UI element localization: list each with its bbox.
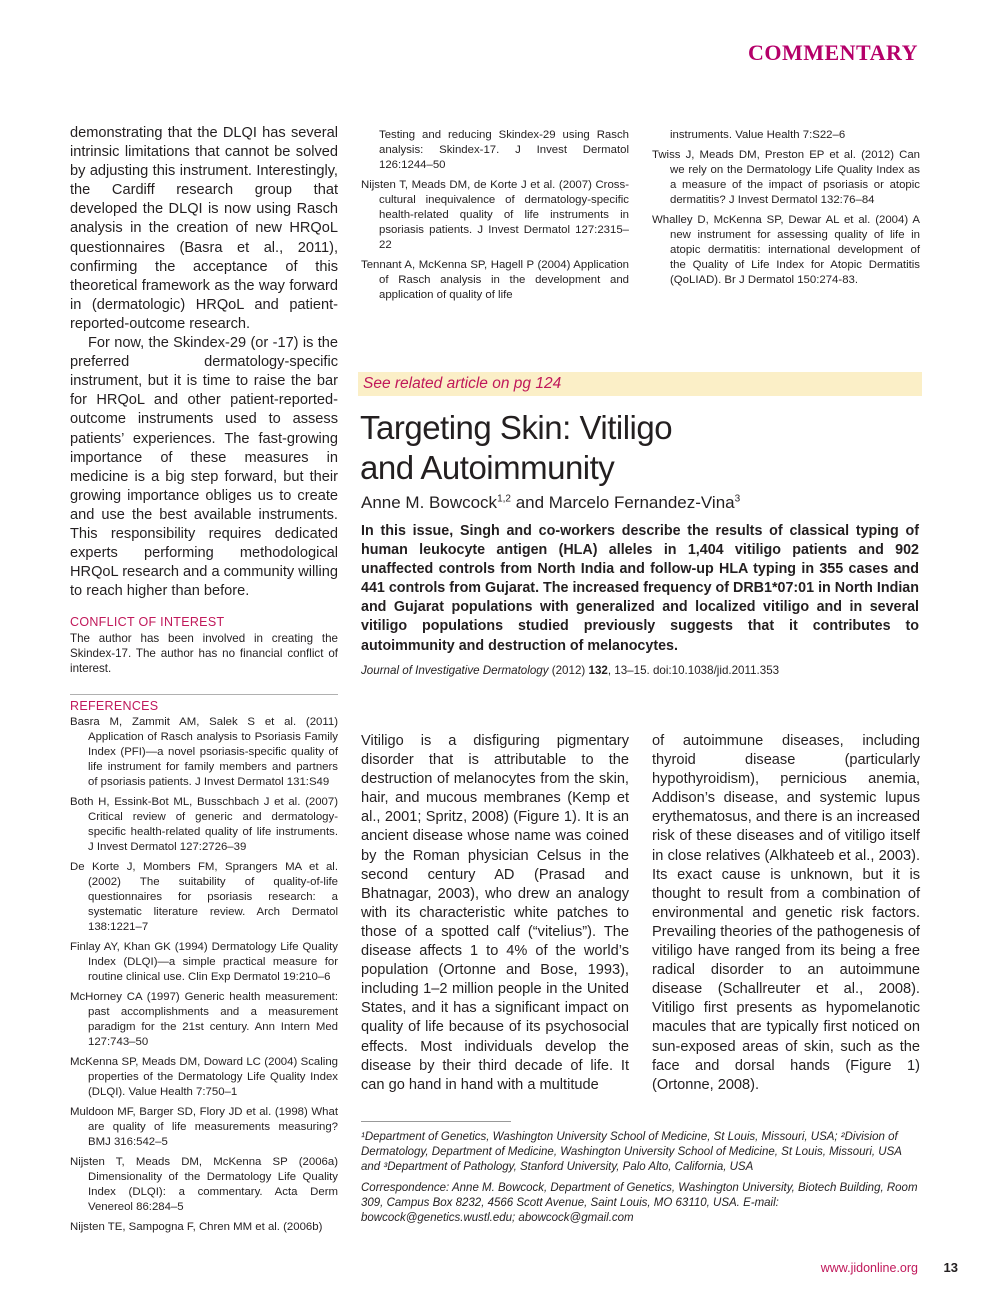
article-body-column-2 [652, 732, 920, 1095]
reference-item: De Korte J, Mombers FM, Sprangers MA et al. (2002) The suitability of quality-of-life questionnaires for psoriasis research: a systematic literature review. Arch Dermatol 138:1221–7 [70, 861, 338, 934]
journal-name: Journal of Investigative Dermatology [361, 664, 549, 677]
article-title [360, 408, 920, 488]
conflict-text: The author has been involved in creating the Skindex-17. The author has no financial conflict of interest. [70, 632, 338, 676]
reference-item: Twiss J, Meads DM, Preston EP et al. (2012) Can we rely on the Dermatology Life Quality Index as a measure of the impact of psoriasis or atopic dermatitis? J Invest Dermatol 132:76–84 [652, 149, 920, 206]
references-heading: REFERENCES [70, 699, 159, 714]
reference-list [70, 715, 338, 1235]
reference-list-middle [361, 128, 629, 308]
reference-continuation: instruments. Value Health 7:S22–6 [670, 129, 846, 141]
reference-list-right [652, 128, 920, 293]
affiliations: ¹Department of Genetics, Washington University School of Medicine, St Louis, Missouri, USA; ²Division of Dermatology, Department of Medicine, Washington University School of Medicine, St Louis, Missouri, USA and ³Department of Pathology, Stanford University, Palo Alto, California, USA [361, 1131, 902, 1173]
citation-volume: 132 [588, 664, 608, 677]
title-line: and Autoimmunity [360, 449, 615, 486]
citation-pages-doi: , 13–15. doi:10.1038/jid.2011.353 [607, 664, 780, 677]
journal-url-link[interactable]: www.jidonline.org [820, 1261, 918, 1275]
citation [361, 664, 921, 677]
author-separator: and [510, 493, 549, 512]
body-text-left [70, 124, 338, 601]
author-line [361, 493, 740, 513]
see-related-link[interactable]: See related article on pg 124 [358, 372, 922, 396]
left-column [70, 124, 338, 1240]
reference-item: Nijsten T, Meads DM, de Korte J et al. (2007) Cross-cultural inequivalence of dermatology-specific health-related quality of life instruments in psoriasis patients. J Invest Dermatol 127:2315–22 [361, 179, 629, 251]
paragraph: demonstrating that the DLQI has several intrinsic limitations that cannot be solved by adjusting this instrument. Interestingly, the Cardiff research group that developed the DLQI is now using Rasch analysis in the creation of new HRQoL questionnaires (Basra et al., 2011), confirming the acceptance of this theoretical framework as the way forward in (dermatologic) HRQoL and patient-reported-outcome research. [70, 125, 338, 332]
divider [70, 694, 338, 695]
reference-item: Both H, Essink-Bot ML, Busschbach J et al. (2007) Critical review of generic and dermatology-specific health-related quality of life instruments. J Invest Dermatol 127:2726–39 [70, 796, 338, 854]
paragraph: For now, the Skindex-29 (or -17) is the preferred dermatology-specific instrument, but it is time to raise the bar for HRQoL and other patient-reported-outcome instruments used to assess patients’ experiences. The fast-growing importance of these measures in medicine is a big step forward, but their growing importance obliges us to create and use the best available instruments. This responsibility requires dedicated experts performing methodological HRQoL research and a community willing to reach higher than before. [70, 335, 338, 600]
author-affiliation-mark: 3 [734, 493, 741, 505]
author-affiliation-mark: 1,2 [497, 493, 511, 505]
reference-item: Tennant A, McKenna SP, Hagell P (2004) Application of Rasch analysis in the development and application of quality of life [361, 259, 629, 301]
author-name: Anne M. Bowcock [361, 493, 498, 512]
reference-item: McKenna SP, Meads DM, Doward LC (2004) Scaling properties of the Dermatology Life Quality Index (DLQI). Value Health 7:750–1 [70, 1056, 338, 1099]
section-tag: COMMENTARY [747, 40, 918, 65]
reference-continuation: Testing and reducing Skindex-29 using Rasch analysis: Skindex-17. J Invest Dermatol 126:1244–50 [379, 129, 629, 171]
reference-item: Basra M, Zammit AM, Salek S et al. (2011) Application of Rasch analysis to Psoriasis Family Index (PFI)—a novel psoriasis-specific quality of life instrument for family members and partners of psoriasis patients. J Invest Dermatol 131:S49 [70, 716, 338, 789]
conflict-heading: CONFLICT OF INTEREST [70, 615, 225, 630]
reference-item: McHorney CA (1997) Generic health measurement: past accomplishments and a measurement paradigm for the 21st century. Ann Intern Med 127:743–50 [70, 991, 338, 1049]
abstract: In this issue, Singh and co-workers describe the results of classical typing of human leukocyte antigen (HLA) alleles in 1,404 vitiligo patients and 902 unaffected controls from North India and follow-up HLA typing in 355 cases and 441 controls from Gujarat. The increased frequency of DRB1*07:01 in North Indian and Gujarat populations with generalized and localized vitiligo and in several vitiligo populations studied previously suggests that it contributes to autoimmunity and destruction of melanocytes. [361, 523, 919, 654]
footnotes [361, 1130, 919, 1232]
page-number: 13 [943, 1260, 958, 1275]
reference-item: Whalley D, McKenna SP, Dewar AL et al. (2004) A new instrument for assessing quality of life in atopic dermatitis: international development of the Quality of Life Index for Atopic Dermatitis (QoLIAD). Br J Dermatol 150:274-83. [652, 214, 920, 286]
footnote-divider [361, 1121, 511, 1122]
article-body-column-1 [361, 732, 629, 1095]
reference-item: Muldoon MF, Barger SD, Flory JD et al. (1998) What are quality of life measurements measuring? BMJ 316:542–5 [70, 1106, 338, 1149]
reference-item: Nijsten T, Meads DM, McKenna SP (2006a) Dimensionality of the Dermatology Life Quality Index (DLQI): a commentary. Acta Derm Venereol 86:284–5 [70, 1156, 338, 1214]
reference-item: Finlay AY, Khan GK (1994) Dermatology Life Quality Index (DLQI)—a simple practical measure for routine clinical use. Clin Exp Dermatol 19:210–6 [70, 941, 338, 984]
reference-item: Nijsten TE, Sampogna F, Chren MM et al. (2006b) [70, 1221, 323, 1234]
correspondence: Correspondence: Anne M. Bowcock, Department of Genetics, Washington University, Biotech Building, Room 309, Campus Box 8232, 4566 Scott Avenue, Saint Louis, MO 63110, USA. E-mail: bowcock@genetics.wustl.edu; abowcock@gmail.com [361, 1182, 918, 1224]
paragraph: Vitiligo is a disfiguring pigmentary disorder that is attributable to the destruction of melanocytes from the skin, hair, and mucous membranes (Kemp et al., 2001; Spritz, 2008) (Figure 1). It is an ancient disease whose name was coined by the Roman physician Celsus in the second century AD (Prasad and Bhatnagar, 2003), who drew an analogy with its characteristic white patches to those of a spotted calf (“vitelius”). The disease affects 1 to 4% of the world’s population (Ortonne and Bose, 1993), including 1–2 million people in the United States, and it has a significant impact on quality of life because of its psychosocial effects. Most individuals develop the disease by their third decade of life. It can go hand in hand with a multitude [361, 733, 629, 1093]
title-line: Targeting Skin: Vitiligo [360, 409, 673, 446]
citation-year: (2012) [548, 664, 589, 677]
author-name: Marcelo Fernandez-Vina [548, 493, 735, 512]
paragraph: of autoimmune diseases, including thyroid disease (particularly hypothyroidism), pernicious anemia, Addison’s disease, and systemic lupus erythematosus, and there is an increased risk of these diseases and of vitiligo itself in close relatives (Alkhateeb et al., 2003). Its exact cause is unknown, but it is thought to result from a combination of environmental and genetic risk factors. Prevailing theories of the pathogenesis of vitiligo have ranged from its being a free radical disorder to an autoimmune disease (Schallreuter et al., 2008). Vitiligo first presents as hypomelanotic macules that are typically first noticed on sun-exposed areas of skin, such as the face and dorsal hands (Figure 1) (Ortonne, 2008). [652, 733, 920, 1093]
